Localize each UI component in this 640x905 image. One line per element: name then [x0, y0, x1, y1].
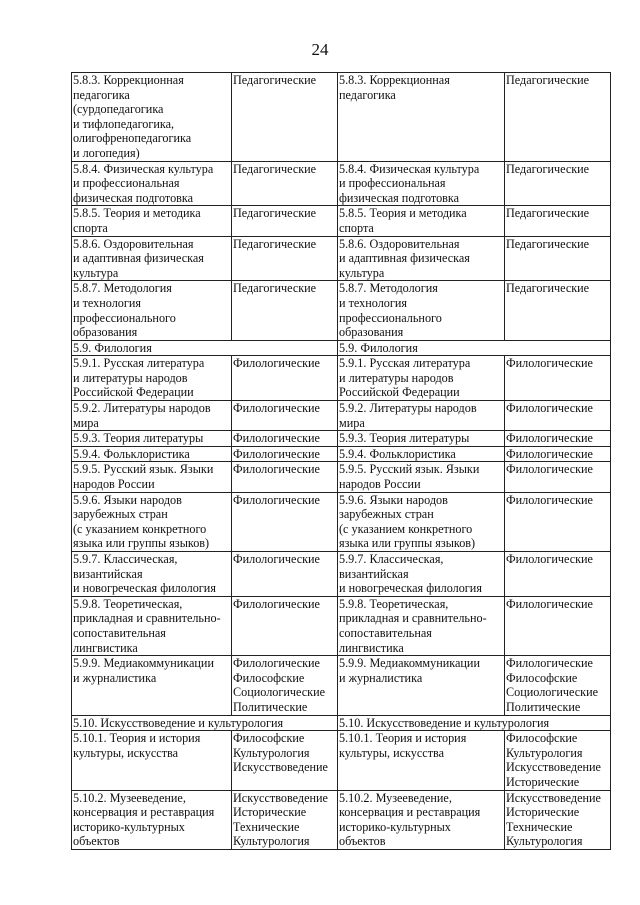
table-row [72, 790, 611, 849]
old-science-branch-cell: Филологические [232, 446, 338, 462]
table-row [72, 431, 611, 447]
old-science-branch-cell: Искусствоведение Исторические Технические Культурология [232, 790, 338, 849]
old-specialty-cell: 5.9.9. Медиакоммуникации и журналистика [72, 656, 232, 715]
old-specialty-cell: 5.8.3. Коррекционная педагогика (сурдопедагогика и тифлопедагогика, олигофренопедагогика и логопедия) [72, 73, 232, 162]
table-row [72, 236, 611, 281]
new-specialty-cell: 5.9.3. Теория литературы [338, 431, 505, 447]
new-science-branch-cell: Философские Культурология Искусствоведение Исторические [505, 731, 611, 790]
new-specialty-cell: 5.9.5. Русский язык. Языки народов России [338, 462, 505, 492]
table-row [72, 206, 611, 236]
old-specialty-cell: 5.8.5. Теория и методика спорта [72, 206, 232, 236]
old-specialty-cell: 5.10.2. Музееведение, консервация и реставрация историко-культурных объектов [72, 790, 232, 849]
old-specialty-cell: 5.8.7. Методология и технология профессионального образования [72, 281, 232, 340]
old-specialty-cell: 5.9.6. Языки народов зарубежных стран (с указанием конкретного языка или группы языков) [72, 492, 232, 551]
table-row [72, 492, 611, 551]
table-row [72, 462, 611, 492]
specialties-table [71, 72, 611, 850]
new-specialty-cell: 5.9.8. Теоретическая, прикладная и сравнительно- сопоставительная лингвистика [338, 596, 505, 655]
old-science-branch-cell: Педагогические [232, 281, 338, 340]
old-specialty-cell: 5.9.3. Теория литературы [72, 431, 232, 447]
table-row [72, 446, 611, 462]
old-specialty-cell: 5.8.6. Оздоровительная и адаптивная физическая культура [72, 236, 232, 281]
table-row [72, 401, 611, 431]
old-science-branch-cell: Педагогические [232, 236, 338, 281]
new-specialty-cell: 5.9.7. Классическая, византийская и новогреческая филология [338, 552, 505, 597]
table-row [72, 731, 611, 790]
section-heading: 5.9. Филология [72, 340, 338, 356]
section-heading: 5.10. Искусствоведение и культурология [338, 715, 611, 731]
new-specialty-cell: 5.10.2. Музееведение, консервация и реставрация историко-культурных объектов [338, 790, 505, 849]
new-specialty-cell: 5.10.1. Теория и история культуры, искусства [338, 731, 505, 790]
old-science-branch-cell: Филологические [232, 431, 338, 447]
new-specialty-cell: 5.9.9. Медиакоммуникации и журналистика [338, 656, 505, 715]
old-specialty-cell: 5.8.4. Физическая культура и профессиональная физическая подготовка [72, 161, 232, 206]
old-science-branch-cell: Филологические [232, 552, 338, 597]
old-science-branch-cell: Филологические [232, 462, 338, 492]
section-heading: 5.10. Искусствоведение и культурология [72, 715, 338, 731]
old-science-branch-cell: Педагогические [232, 73, 338, 162]
page-number: 24 [311, 40, 329, 59]
new-science-branch-cell: Педагогические [505, 236, 611, 281]
old-specialty-cell: 5.9.7. Классическая, византийская и новогреческая филология [72, 552, 232, 597]
section-row [72, 715, 611, 731]
new-science-branch-cell: Филологические [505, 462, 611, 492]
new-science-branch-cell: Филологические [505, 492, 611, 551]
old-science-branch-cell: Филологические [232, 356, 338, 401]
old-science-branch-cell: Философские Культурология Искусствоведение [232, 731, 338, 790]
section-row [72, 340, 611, 356]
new-specialty-cell: 5.9.6. Языки народов зарубежных стран (с указанием конкретного языка или группы языков) [338, 492, 505, 551]
old-science-branch-cell: Филологические [232, 401, 338, 431]
old-science-branch-cell: Педагогические [232, 161, 338, 206]
table-row [72, 281, 611, 340]
new-science-branch-cell: Филологические [505, 552, 611, 597]
new-specialty-cell: 5.8.5. Теория и методика спорта [338, 206, 505, 236]
old-science-branch-cell: Филологические [232, 596, 338, 655]
table-row [72, 161, 611, 206]
new-science-branch-cell: Филологические [505, 401, 611, 431]
new-specialty-cell: 5.8.7. Методология и технология профессионального образования [338, 281, 505, 340]
table-row [72, 596, 611, 655]
new-specialty-cell: 5.9.4. Фольклористика [338, 446, 505, 462]
table-row [72, 656, 611, 715]
new-science-branch-cell: Педагогические [505, 206, 611, 236]
new-science-branch-cell: Филологические [505, 431, 611, 447]
table-row [72, 73, 611, 162]
table-row [72, 356, 611, 401]
new-science-branch-cell: Филологические [505, 596, 611, 655]
old-specialty-cell: 5.9.2. Литературы народов мира [72, 401, 232, 431]
table-row [72, 552, 611, 597]
new-science-branch-cell: Педагогические [505, 73, 611, 162]
new-science-branch-cell: Филологические [505, 446, 611, 462]
old-specialty-cell: 5.9.5. Русский язык. Языки народов России [72, 462, 232, 492]
section-heading: 5.9. Филология [338, 340, 611, 356]
old-science-branch-cell: Педагогические [232, 206, 338, 236]
new-specialty-cell: 5.9.2. Литературы народов мира [338, 401, 505, 431]
old-science-branch-cell: Филологические Философские Социологические Политические [232, 656, 338, 715]
new-specialty-cell: 5.8.4. Физическая культура и профессиональная физическая подготовка [338, 161, 505, 206]
new-specialty-cell: 5.9.1. Русская литература и литературы народов Российской Федерации [338, 356, 505, 401]
old-specialty-cell: 5.9.8. Теоретическая, прикладная и сравнительно- сопоставительная лингвистика [72, 596, 232, 655]
new-science-branch-cell: Филологические [505, 356, 611, 401]
old-specialty-cell: 5.9.4. Фольклористика [72, 446, 232, 462]
new-specialty-cell: 5.8.6. Оздоровительная и адаптивная физическая культура [338, 236, 505, 281]
new-science-branch-cell: Филологические Философские Социологические Политические [505, 656, 611, 715]
new-science-branch-cell: Искусствоведение Исторические Технические Культурология [505, 790, 611, 849]
old-specialty-cell: 5.9.1. Русская литература и литературы народов Российской Федерации [72, 356, 232, 401]
new-science-branch-cell: Педагогические [505, 161, 611, 206]
new-science-branch-cell: Педагогические [505, 281, 611, 340]
new-specialty-cell: 5.8.3. Коррекционная педагогика [338, 73, 505, 162]
old-science-branch-cell: Филологические [232, 492, 338, 551]
old-specialty-cell: 5.10.1. Теория и история культуры, искусства [72, 731, 232, 790]
